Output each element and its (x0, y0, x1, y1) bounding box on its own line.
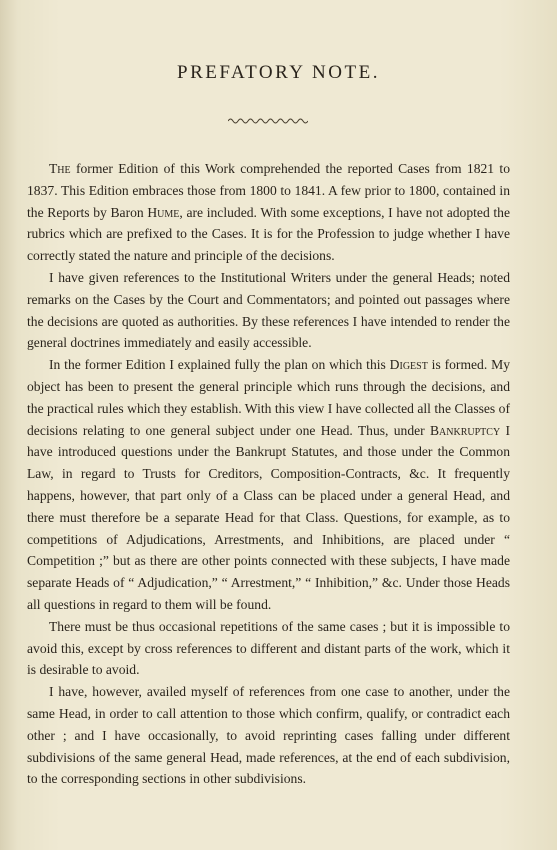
paragraph-3-mid: is formed. My object has been to present the general principle which runs through the decisions, and the practical rules which they establish. With this view I have collected all the Classes of decisions relating to one general subject under one Head. Thus, under (27, 357, 510, 438)
term-bankruptcy: Bankruptcy (429, 422, 501, 438)
lead-word: The (49, 161, 71, 176)
page-title: PREFATORY NOTE. (177, 62, 380, 83)
body-text (27, 158, 510, 790)
paragraph-3-text: In the former Edition I explained fully the plan on which this (49, 357, 390, 373)
paragraph-1-text: former Edition of this Work comprehended the reported Cases from 1821 to 1837. This Edition embraces those from 1800 to 1841. A few prior to 1800, contained in the Reports by Baron (27, 161, 510, 220)
term-digest: Digest (389, 357, 428, 373)
paragraph-3 (27, 354, 510, 616)
paragraph-4: There must be thus occasional repetitions of the same cases ; but it is impossible to avoid this, except by cross references to different and distant parts of the work, which it is desirable to avoid. (27, 618, 510, 678)
paragraph-3-tail: I have introduced questions under the Bankrupt Statutes, and those under the Common Law, in regard to Trusts for Creditors, Composition-Contracts, &c. It frequently happens, however, that part only of a Class can be placed under a general Head, and there must therefore be a separate Head for that Class. Questions, for example, as to competitions of Adjudications, Arrestments, and Inhibitions, are placed under “ Competition ;” but as there are other points connected with these subjects, I have made separate Heads of “ Adjudication,” “ Arrestment,” “ Inhibition,” &c. Under those Heads all questions in regard to them will be found. (27, 422, 510, 612)
paragraph-2: I have given references to the Institutional Writers under the general Heads; noted remarks on the Cases by the Court and Commentators; and pointed out passages where the decisions are quoted as authorities. By these references I have intended to render the general doctrines immediately and easily accessible. (27, 269, 510, 351)
ornament-rule (228, 117, 308, 125)
paragraph-1 (27, 158, 510, 267)
name-hume: Hume (147, 204, 180, 220)
paragraph-5: I have, however, availed myself of references from one case to another, under the same Head, in order to call attention to those which confirm, qualify, or contradict each other ; and I have occasionally, to avoid reprinting cases falling under different subdivisions of the same general Head, made references, at the end of each subdivision, to the corresponding sections in other subdivisions. (27, 684, 510, 787)
paragraph-1-tail: , are included. With some exceptions, I have not adopted the rubrics which are prefixed to the Cases. It is for the Profession to judge whether I have correctly stated the nature and principle of the decisions. (27, 204, 511, 264)
